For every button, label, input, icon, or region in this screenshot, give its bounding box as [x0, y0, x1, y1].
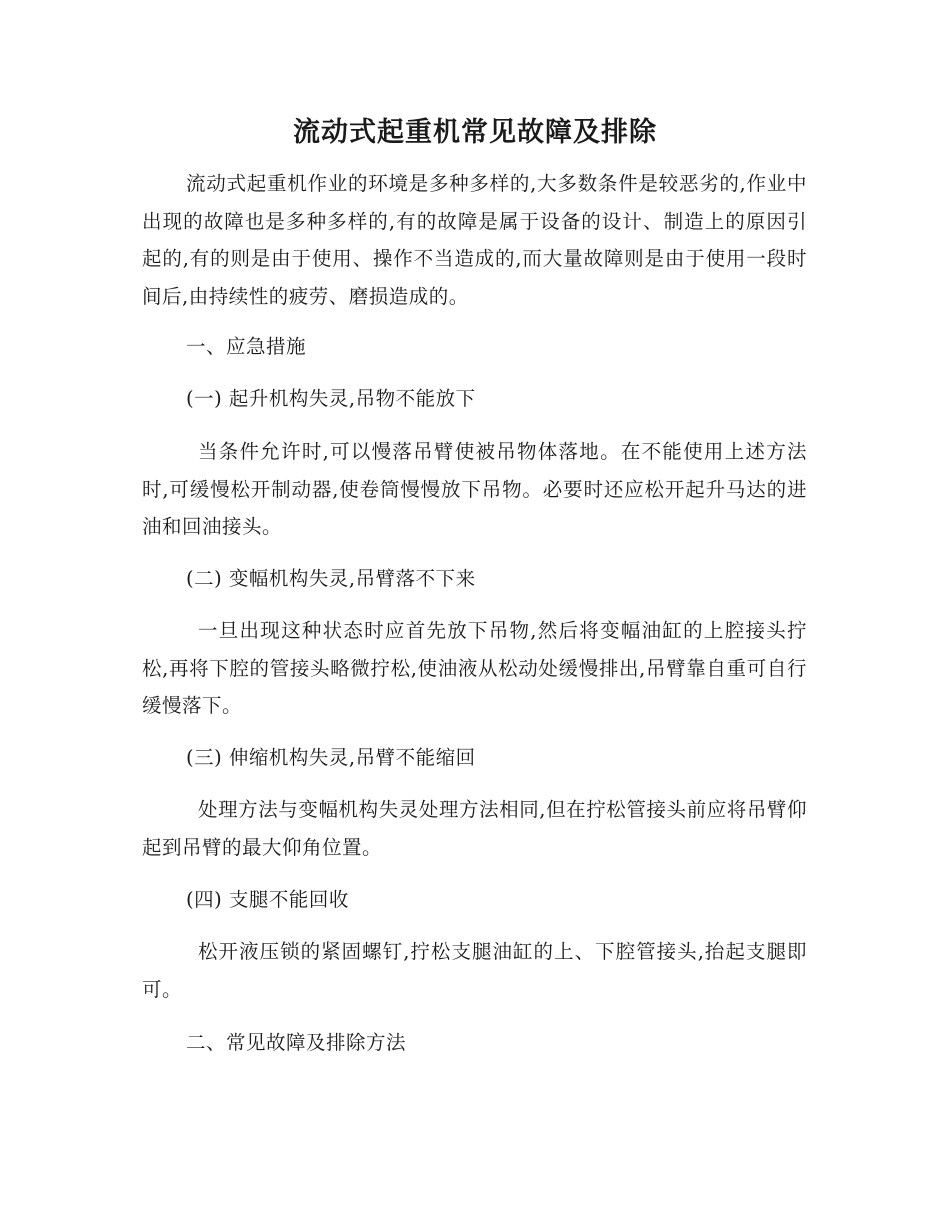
section-heading-common-faults: 二、常见故障及排除方法 — [186, 1031, 407, 1054]
paragraph-luffing-failure: 一旦出现这种状态时应首先放下吊物,然后将变幅油缸的上腔接头拧松,再将下腔的管接头略微拧松,使油液从松动处缓慢排出,吊臂靠自重可自行缓慢落下。 — [142, 619, 807, 717]
paragraph-outrigger-failure: 松开液压锁的紧固螺钉,拧松支腿油缸的上、下腔管接头,抬起支腿即可。 — [142, 940, 807, 1001]
subheading-hoist-failure: (一) 起升机构失灵,吊物不能放下 — [186, 387, 476, 410]
document-title: 流动式起重机常见故障及排除 — [293, 117, 657, 148]
intro-paragraph: 流动式起重机作业的环境是多种多样的,大多数条件是较恶劣的,作业中出现的故障也是多种多样的,有的故障是属于设备的设计、制造上的原因引起的,有的则是由于使用、操作不当造成的,而大量故障则是由于使用一段时间后,由持续性的疲劳、磨损造成的。 — [142, 172, 807, 308]
paragraph-telescoping-failure: 处理方法与变幅机构失灵处理方法相同,但在拧松管接头前应将吊臂仰起到吊臂的最大仰角位置。 — [142, 798, 807, 859]
paragraph-hoist-failure: 当条件允许时,可以慢落吊臂使被吊物体落地。在不能使用上述方法时,可缓慢松开制动器,使卷筒慢慢放下吊物。必要时还应松开起升马达的进油和回油接头。 — [142, 440, 807, 538]
subheading-luffing-failure: (二) 变幅机构失灵,吊臂落不下来 — [186, 567, 476, 590]
section-heading-emergency: 一、应急措施 — [186, 335, 307, 358]
subheading-telescoping-failure: (三) 伸缩机构失灵,吊臂不能缩回 — [186, 746, 476, 769]
subheading-outrigger-failure: (四) 支腿不能回收 — [186, 888, 349, 911]
